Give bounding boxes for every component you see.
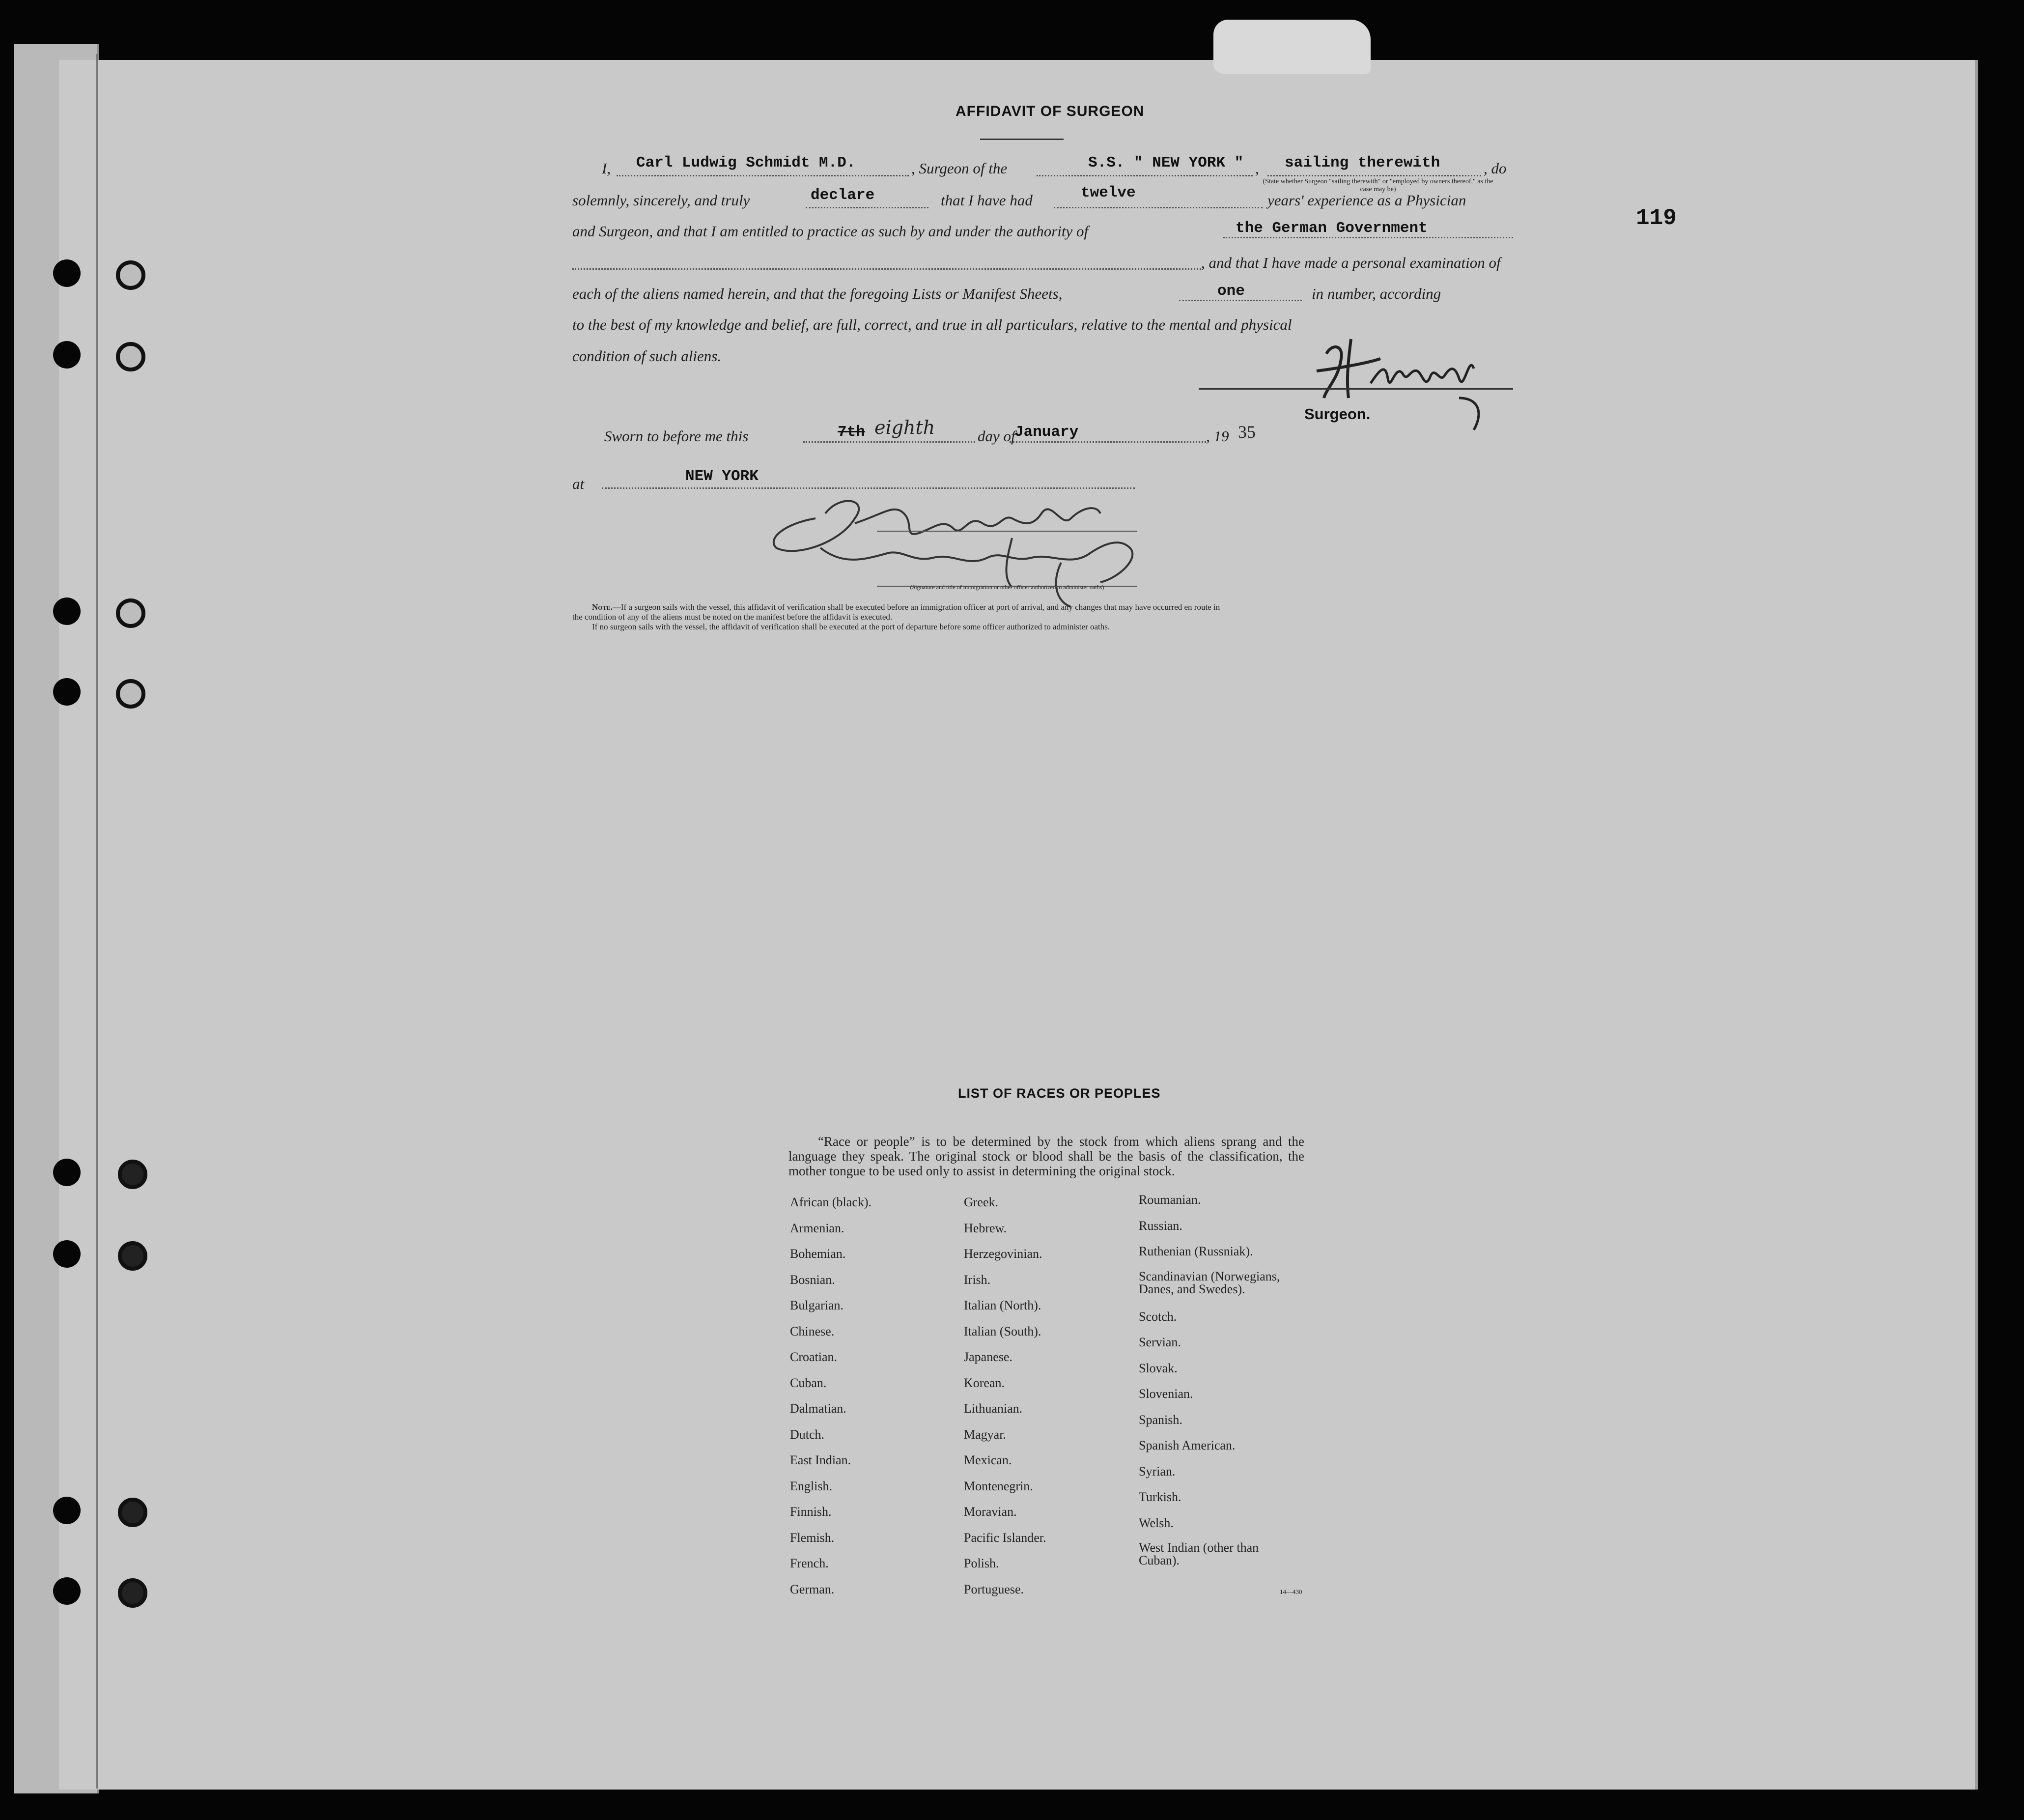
surgeon-signature-line [1199, 388, 1513, 390]
sworn-place: NEW YORK [685, 468, 759, 485]
race-item: Korean. [964, 1375, 1005, 1390]
note-label: Note. [592, 602, 613, 612]
race-item: Servian. [1139, 1335, 1181, 1349]
ring-hole [116, 260, 145, 290]
sheet-count-line [1179, 300, 1302, 301]
race-item: Cuban. [790, 1375, 827, 1390]
race-item: Spanish. [1139, 1412, 1182, 1427]
race-item: Welsh. [1139, 1515, 1174, 1530]
line1-mid1: , Surgeon of the [911, 160, 1008, 177]
race-item: Russian. [1139, 1218, 1182, 1233]
officer-signature-line [877, 531, 1137, 532]
note-line-2: the condition of any of the aliens must be noted on the manifest before the affidavit is executed. [572, 612, 893, 622]
vessel-name: S.S. " NEW YORK " [1088, 154, 1244, 171]
race-item: Chinese. [790, 1324, 835, 1338]
race-item: Pacific Islander. [964, 1530, 1046, 1545]
officer-caption: (Signature and title of immigration or other officer authorized to administer oaths) [910, 584, 1104, 591]
race-item: Slovenian. [1139, 1387, 1193, 1401]
punch-hole [53, 341, 81, 369]
sworn-year-prefix: , 19 [1206, 427, 1229, 445]
race-item: Japanese. [964, 1350, 1012, 1364]
race-item: Bulgarian. [790, 1298, 844, 1312]
officer-signature [757, 484, 1228, 617]
race-item: African (black). [790, 1195, 872, 1209]
race-item: Spanish American. [1139, 1438, 1236, 1452]
race-item: Lithuanian. [964, 1401, 1023, 1416]
years-line [1054, 207, 1263, 208]
ring-hole [118, 1241, 147, 1271]
at-label: at [572, 475, 585, 492]
race-item: Scandinavian (Norwegians, Danes, and Swedes). [1139, 1269, 1280, 1296]
punch-hole [53, 1577, 81, 1605]
races-column-3 [1139, 1193, 1316, 1571]
punch-hole [53, 1497, 81, 1524]
line1-pre: I, [602, 160, 611, 177]
race-item: Scotch. [1139, 1309, 1177, 1324]
races-column-1 [790, 1195, 947, 1608]
race-item: Polish. [964, 1556, 999, 1570]
line5-pre: each of the aliens named herein, and that the foregoing Lists or Manifest Sheets, [572, 285, 1063, 302]
ring-hole [116, 342, 145, 371]
race-item: Greek. [964, 1195, 999, 1209]
race-item: West Indian (other than Cuban). [1139, 1540, 1259, 1567]
race-item: Croatian. [790, 1350, 838, 1364]
race-item: Portuguese. [964, 1582, 1024, 1596]
declare-verb: declare [811, 187, 875, 204]
race-item: Italian (South). [964, 1324, 1041, 1338]
line1-post: , do [1484, 160, 1507, 177]
note-text-1: —If a surgeon sails with the vessel, this affidavit of verification shall be executed before an immigration officer at port of arrival, and any changes that may have occurred en route in [612, 602, 1220, 612]
race-item: Ruthenian (Russniak). [1139, 1244, 1253, 1258]
line1-mid2: , [1255, 160, 1259, 177]
line5-post: in number, according [1312, 285, 1441, 302]
race-item: German. [790, 1582, 835, 1596]
affidavit-note [572, 602, 1516, 632]
sworn-pre: Sworn to before me this [604, 427, 749, 445]
surgeon-relation: sailing therewith [1285, 154, 1440, 171]
authority-line-2 [572, 268, 1201, 270]
ring-hole [116, 679, 145, 709]
surgeon-label: Surgeon. [1304, 405, 1371, 423]
line4-post: , and that I have made a personal examination of [1201, 254, 1501, 271]
authority-line [1223, 237, 1513, 238]
race-item: East Indian. [790, 1453, 851, 1467]
punch-hole [53, 1159, 81, 1186]
affidavit-title: AFFIDAVIT OF SURGEON [956, 103, 1145, 119]
race-item: Flemish. [790, 1530, 835, 1545]
sworn-day-typed: 7th [838, 424, 865, 441]
ring-hole [118, 1498, 147, 1527]
race-item: Herzegovinian. [964, 1247, 1042, 1261]
line2-post: years' experience as a Physician [1267, 192, 1466, 209]
race-item: Syrian. [1139, 1464, 1176, 1479]
note-line-3: If no surgeon sails with the vessel, the affidavit of verification shall be executed at the port of departure before some officer authorized to administer oaths. [592, 622, 1110, 631]
ring-hole [118, 1160, 147, 1189]
race-item: Hebrew. [964, 1221, 1007, 1235]
race-item: Moravian. [964, 1505, 1017, 1519]
line6: to the best of my knowledge and belief, are full, correct, and true in all particulars, relative to the mental and physical [572, 316, 1292, 333]
line2-mid: that I have had [941, 192, 1033, 209]
ring-hole [116, 598, 145, 628]
race-item: Mexican. [964, 1453, 1012, 1467]
races-title: LIST OF RACES OR PEOPLES [958, 1086, 1161, 1101]
sworn-month: January [1014, 424, 1079, 441]
sworn-year-suffix: 35 [1238, 422, 1256, 442]
sheet-count: one [1217, 283, 1245, 300]
vessel-line [1037, 175, 1253, 176]
page-number: 119 [1636, 205, 1677, 231]
title-rule [980, 139, 1064, 140]
binding-edge [96, 54, 98, 1789]
authority: the German Government [1236, 220, 1428, 237]
race-item: Finnish. [790, 1505, 832, 1519]
punch-hole [53, 678, 81, 706]
years-experience: twelve [1081, 184, 1136, 201]
race-item: Dutch. [790, 1427, 825, 1442]
declare-line [806, 207, 928, 208]
surgeon-name: Carl Ludwig Schmidt M.D. [636, 154, 856, 171]
race-item: Bohemian. [790, 1247, 846, 1261]
race-item: Magyar. [964, 1427, 1006, 1442]
sworn-mid: day of [978, 427, 1015, 445]
note-line-1 [572, 602, 1516, 612]
race-item: Italian (North). [964, 1298, 1041, 1312]
relation-line [1267, 175, 1481, 176]
race-item: Turkish. [1139, 1490, 1181, 1504]
sworn-day-handwritten: eighth [874, 417, 935, 438]
ring-hole [118, 1578, 147, 1608]
race-item: English. [790, 1479, 832, 1493]
line7: condition of such aliens. [572, 347, 722, 365]
punch-hole [53, 597, 81, 625]
race-item: Bosnian. [790, 1272, 835, 1287]
line3-pre: and Surgeon, and that I am entitled to practice as such by and under the authority of [572, 223, 1089, 240]
torn-paper-fragment [1213, 20, 1371, 74]
sworn-day-line [803, 441, 975, 443]
race-item: Irish. [964, 1272, 991, 1287]
race-item: Dalmatian. [790, 1401, 846, 1416]
race-item: Montenegrin. [964, 1479, 1033, 1493]
punch-hole [53, 1240, 81, 1268]
races-intro: “Race or people” is to be determined by the stock from which aliens sprang and the language they speak. The original stock or blood shall be the basis of the classification, the mother tongue to be used only to assist in determining the original stock. [788, 1134, 1304, 1178]
relation-instruction: (State whether Surgeon "sailing therewith" or "employed by owners thereof," as the case may be) [1263, 178, 1493, 193]
line2-pre: solemnly, sincerely, and truly [572, 192, 750, 209]
race-item: Roumanian. [1139, 1193, 1201, 1207]
race-item: French. [790, 1556, 829, 1570]
sworn-month-line [1010, 441, 1206, 443]
form-number: 14—430 [1280, 1588, 1302, 1595]
race-item: Slovak. [1139, 1361, 1178, 1375]
races-column-2 [964, 1195, 1126, 1608]
surgeon-name-line [617, 175, 909, 176]
race-item: Armenian. [790, 1221, 844, 1235]
punch-hole [53, 259, 81, 287]
